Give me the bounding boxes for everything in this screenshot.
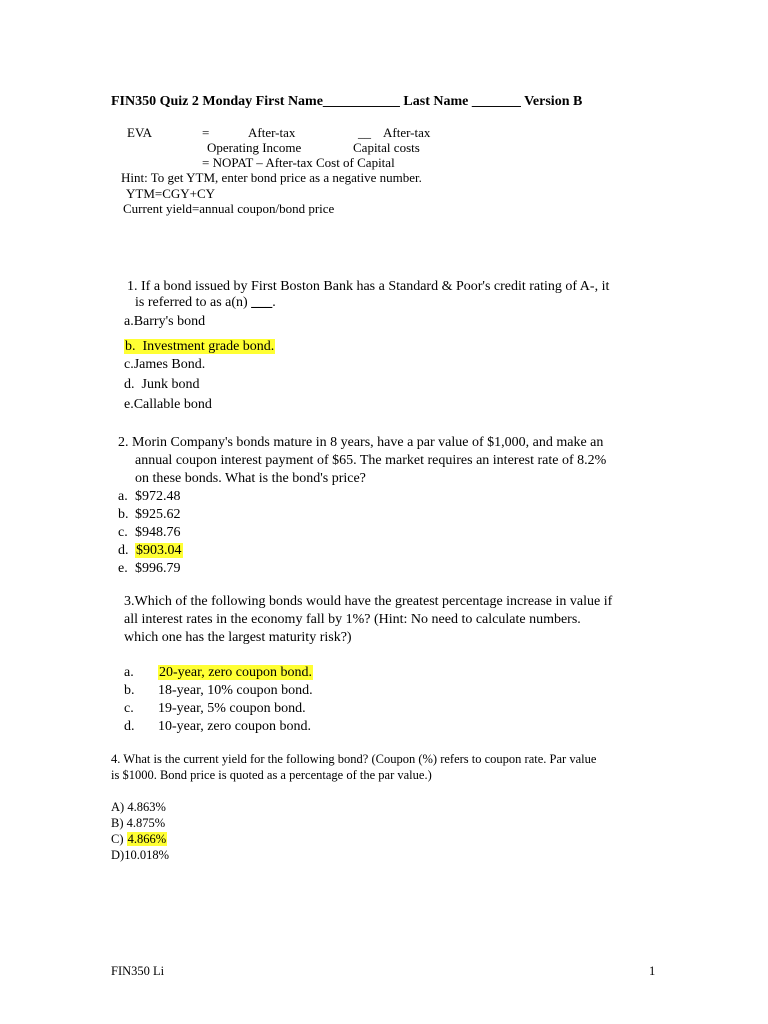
- option-letter: B): [111, 816, 124, 830]
- option-letter: b.: [125, 339, 136, 354]
- option-letter: c.: [124, 357, 134, 372]
- option-text: $996.79: [135, 561, 181, 576]
- q1-option-c: [124, 356, 205, 374]
- option-letter: D): [111, 848, 125, 862]
- option-text: 10.018%: [124, 848, 169, 862]
- hint-text: Hint: To get YTM, enter bond price as a negative number.: [121, 170, 422, 185]
- q1-option-e: [124, 396, 212, 414]
- q3-stem-line1: 3.Which of the following bonds would have the greatest percentage increase in value if: [124, 594, 613, 609]
- q1-option-a: [124, 313, 205, 331]
- option-text: 4.875%: [126, 816, 166, 830]
- option-text: Junk bond: [141, 377, 200, 392]
- option-letter: c.: [118, 525, 128, 540]
- q4-option-b: [111, 815, 165, 831]
- option-text: $948.76: [135, 525, 181, 540]
- option-letter: b.: [124, 683, 135, 698]
- q2-stem-line2: annual coupon interest payment of $65. The market requires an interest rate of 8.2%: [135, 453, 607, 468]
- q1-stem-line2: [135, 294, 276, 312]
- q1-stem-line2-text: is referred to as a(n): [135, 295, 252, 310]
- formula-after-tax-1: After-tax: [248, 125, 296, 140]
- formula-operating-income: Operating Income: [207, 140, 302, 155]
- ytm-formula: YTM=CGY+CY: [126, 186, 216, 201]
- q2-stem-line3: on these bonds. What is the bond's price?: [135, 471, 366, 486]
- q3-correct-answer-highlight: 20-year, zero coupon bond.: [159, 665, 312, 680]
- option-text: $925.62: [135, 507, 181, 522]
- quiz-title: FIN350 Quiz 2 Monday First Name___________ Last Name _______ Version B: [111, 94, 583, 109]
- q3-option-d: [124, 718, 311, 736]
- formula-after-tax-2: After-tax: [383, 125, 431, 140]
- option-text: 18-year, 10% coupon bond.: [158, 683, 313, 698]
- q2-option-e: [118, 560, 181, 578]
- formula-minus: __: [358, 125, 371, 140]
- option-letter: a.: [124, 314, 134, 329]
- option-text: Barry's bond: [133, 314, 206, 329]
- option-letter: C): [111, 832, 124, 846]
- q1-stem-period: .: [272, 295, 276, 310]
- q4-option-d: [111, 847, 169, 863]
- page-number: 1: [649, 964, 656, 978]
- formula-eva: EVA: [127, 125, 153, 140]
- q3-option-a: [124, 664, 313, 682]
- q4-stem-line2: is $1000. Bond price is quoted as a percentage of the par value.): [111, 768, 432, 782]
- q1-option-d: [124, 376, 199, 394]
- formula-equals: =: [202, 125, 210, 140]
- option-letter: b.: [118, 507, 129, 522]
- option-letter: e.: [118, 561, 128, 576]
- q4-stem-line1: 4. What is the current yield for the following bond? (Coupon (%) refers to coupon rate. Par value: [111, 752, 597, 766]
- current-yield-formula: Current yield=annual coupon/bond price: [123, 201, 335, 216]
- q4-correct-answer-highlight: 4.866%: [127, 832, 167, 846]
- q1-answer-blank: ___: [251, 295, 273, 310]
- option-letter: a.: [118, 489, 128, 504]
- q2-option-c: [118, 524, 181, 542]
- q2-option-d: [118, 542, 183, 560]
- option-text: Investment grade bond.: [142, 339, 275, 354]
- option-letter: d.: [124, 719, 135, 734]
- q4-option-c: [111, 831, 167, 847]
- option-letter: d.: [124, 377, 135, 392]
- option-text: $972.48: [135, 489, 181, 504]
- option-text: 4.863%: [127, 800, 166, 814]
- q3-option-c: [124, 700, 306, 718]
- formula-capital-costs: Capital costs: [353, 140, 420, 155]
- option-text: 19-year, 5% coupon bond.: [158, 701, 306, 716]
- option-letter: d.: [118, 543, 129, 558]
- q2-stem-line1: 2. Morin Company's bonds mature in 8 years, have a par value of $1,000, and make an: [118, 435, 604, 450]
- option-letter: a.: [124, 665, 134, 680]
- q2-option-b: [118, 506, 181, 524]
- q1-option-b: [124, 338, 275, 356]
- option-text: Callable bond: [133, 397, 212, 412]
- option-text: 10-year, zero coupon bond.: [158, 719, 311, 734]
- option-letter: e.: [124, 397, 134, 412]
- q3-option-b: [124, 682, 313, 700]
- formula-nopat-line: = NOPAT – After-tax Cost of Capital: [202, 155, 395, 170]
- q1-correct-answer-highlight: [124, 339, 275, 354]
- q2-option-a: [118, 488, 181, 506]
- q3-stem-line2: all interest rates in the economy fall by 1%? (Hint: No need to calculate numbers.: [124, 612, 581, 627]
- q3-stem-line3: which one has the largest maturity risk?): [124, 630, 352, 645]
- q1-stem-line1: 1. If a bond issued by First Boston Bank has a Standard & Poor's credit rating of A-, it: [127, 279, 610, 294]
- q4-option-a: [111, 799, 166, 815]
- option-letter: c.: [124, 701, 134, 716]
- option-letter: A): [111, 800, 125, 814]
- footer-course-label: FIN350 Li: [111, 964, 165, 978]
- q2-correct-answer-highlight: $903.04: [136, 543, 182, 558]
- option-text: James Bond.: [133, 357, 206, 372]
